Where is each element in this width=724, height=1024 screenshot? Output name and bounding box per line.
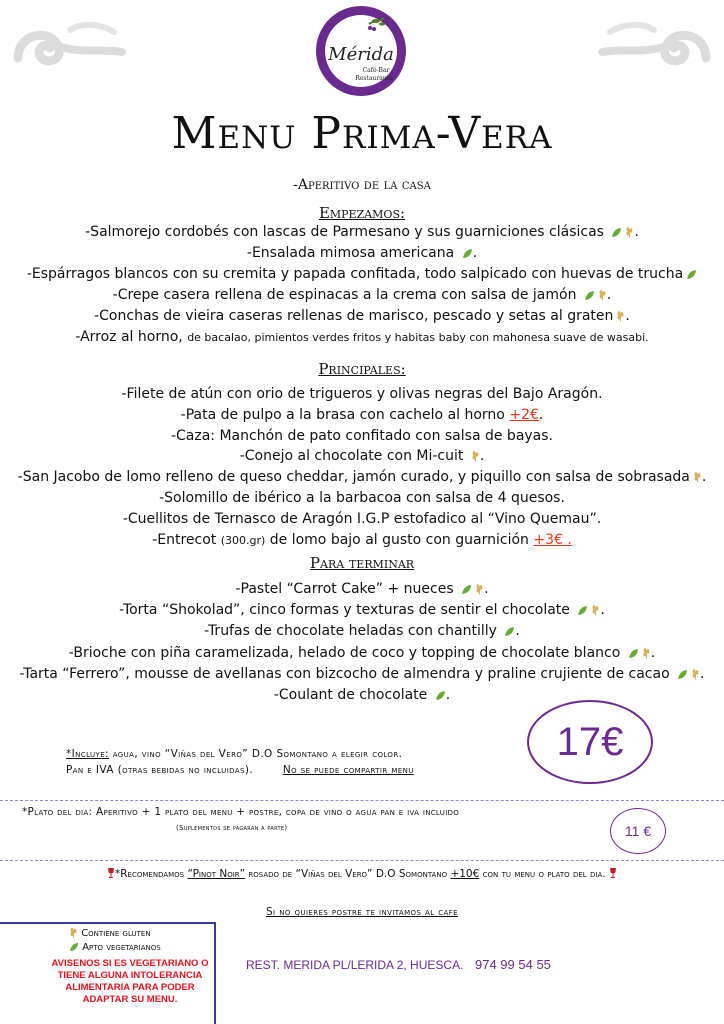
- gluten-icon: [591, 602, 600, 622]
- vegan-leaf-icon: [69, 942, 79, 955]
- menu-item-text: -Solomillo de ibérico a la barbacoa con salsa de 4 quesos.: [159, 490, 565, 506]
- gluten-icon: [642, 645, 651, 665]
- menu-item: [0, 509, 724, 529]
- menu-item-end: .: [445, 687, 451, 703]
- menu-item-text: -Crepe casera rellena de espinacas a la crema con salsa de jamón: [112, 287, 581, 303]
- menu-title: Menu Prima-Vera: [171, 108, 553, 159]
- scroll-ornament-right: [594, 18, 714, 78]
- menu-item-end: .: [701, 469, 707, 486]
- section-principales: Principales:: [318, 360, 406, 378]
- allergy-warning: AVISENOS SI ES VEGETARIANO O TIENE ALGUNA INTOLERANCIA ALIMENTARIA PARA PODER ADAPTAR SU MENU.: [51, 958, 209, 1005]
- legend-gluten: [66, 927, 151, 941]
- menu-item: [0, 405, 724, 425]
- menu-item-text: -Coulant de chocolate: [273, 687, 432, 703]
- recom-post: con tu menu o plato del dia.: [479, 868, 609, 880]
- plato-del-dia: *Plato del dia: Aperitivo + 1 plato del menu + postre, copa de vino o agua pan e iva incluido: [22, 806, 460, 818]
- menu-item: [0, 664, 724, 686]
- section-empezamos: Empezamos:: [318, 204, 406, 222]
- legend-vegan-label: Apto vegetarianos: [82, 942, 161, 953]
- menu-item-end: .: [472, 245, 478, 261]
- menu-item-text: -Pastel “Carrot Cake” + nueces: [235, 581, 459, 597]
- menu-item: [0, 600, 724, 622]
- menu-item-end: .: [625, 308, 630, 324]
- vegan-leaf-icon: [435, 687, 446, 707]
- menu-item: [0, 530, 724, 551]
- menu-item-text: -Tarta “Ferrero”, mousse de avellanas con bizcocho de almendra y praline crujiente de cacao: [19, 665, 675, 682]
- vegan-leaf-icon: [686, 266, 697, 286]
- supplement-price: +3€ .: [533, 531, 572, 548]
- menu-item-detail: de bacalao, pimientos verdes fritos y habitas baby con mahonesa suave de wasabi.: [187, 331, 649, 344]
- vegan-leaf-icon: [584, 287, 595, 307]
- logo-name: Mérida: [328, 44, 394, 65]
- menu-item: [0, 264, 724, 286]
- recom-price: +10€: [450, 868, 480, 880]
- recom-mid: rosado de “Viñas del Vero” D.O Somontano: [245, 868, 451, 880]
- menu-item-text: -Conchas de vieira caseras rellenas de marisco, pescado y setas al graten: [94, 308, 614, 324]
- incluye-text-2: Pan e IVA (otras bebidas no incluidas).: [66, 764, 254, 776]
- gluten-icon: [598, 287, 607, 307]
- divider-bottom: [0, 860, 724, 861]
- menu-item-text: -Entrecot: [152, 531, 221, 548]
- menu-item-text: -Ensalada mimosa americana: [246, 245, 459, 261]
- menu-item-text: -Torta “Shokolad”, cinco formas y texturas de sentir el chocolate: [119, 602, 575, 619]
- sin-postre-note: Si no quieres postre te invitamos al cafe: [265, 906, 458, 918]
- suplementos-note: (Suplementos se pagaran a parte): [176, 824, 288, 832]
- menu-item-text: -Espárragos blancos con su cremita y papada confitada, todo salpicado con huevas de trucha: [26, 266, 684, 282]
- menu-item-text: -Arroz al horno,: [75, 329, 188, 345]
- menu-item: [0, 327, 724, 348]
- menu-item-detail: (300.gr): [220, 533, 266, 547]
- wine-glass-icon: [107, 868, 115, 882]
- supplement-price: +2€: [509, 406, 539, 423]
- menu-item-text: -Conejo al chocolate con Mi-cuit: [239, 448, 468, 465]
- menu-item-text: -San Jacobo de lomo relleno de queso cheddar, jamón curado, y piquillo con salsa de sobrasada: [17, 469, 690, 486]
- divider-top: [0, 800, 724, 801]
- recom-wine: “Pinot Noir”: [187, 868, 246, 880]
- gluten-icon: [471, 448, 480, 468]
- vegan-leaf-icon: [504, 623, 515, 643]
- menu-item: [0, 285, 724, 307]
- section-para-terminar: Para terminar: [309, 554, 415, 572]
- vegan-leaf-icon: [628, 645, 639, 665]
- menu-price-badge: 17€: [527, 700, 653, 784]
- menu-item-text: -Brioche con piña caramelizada, helado de coco y topping de chocolate blanco: [68, 644, 625, 661]
- menu-item: [0, 306, 724, 328]
- menu-item-text: -Cuellitos de Ternasco de Aragón I.G.P estofadico al “Vino Quemau”.: [122, 510, 602, 527]
- menu-item: [0, 243, 724, 265]
- gluten-icon: [69, 927, 78, 941]
- menu-item: [0, 488, 724, 508]
- vegan-leaf-icon: [461, 581, 472, 601]
- gluten-icon: [693, 469, 702, 489]
- incluye-line-2: [66, 762, 414, 778]
- menu-item-end: .: [600, 602, 605, 619]
- menu-item-text: -Salmorejo cordobés con lascas de Parmesano y sus guarniciones clásicas: [85, 224, 609, 240]
- vegan-leaf-icon: [611, 224, 622, 244]
- restaurant-phone: 974 99 54 55: [475, 957, 551, 972]
- restaurant-address: REST. MERIDA PL/LERIDA 2, HUESCA.: [246, 958, 464, 972]
- menu-item: [0, 467, 724, 489]
- plato-price-badge: 11 €: [610, 808, 666, 854]
- logo-cafe-bar: Café-Bar: [362, 67, 390, 74]
- incluye-line-1: [66, 746, 402, 762]
- logo-restaurante: Restaurante: [355, 75, 393, 82]
- recom-pre: *Recomendamos: [115, 868, 188, 880]
- aperitivo-line: -Aperitivo de la casa: [293, 177, 431, 193]
- vegan-leaf-icon: [462, 245, 473, 265]
- menu-item-end: .: [515, 623, 520, 640]
- menu-item: [0, 222, 724, 244]
- menu-item-text-cont: de lomo bajo al gusto con guarnición: [265, 531, 534, 548]
- menu-item-text: -Caza: Manchón de pato confitado con salsa de bayas.: [170, 427, 554, 444]
- legend-gluten-label: Contiene gluten: [81, 928, 151, 939]
- menu-item: [0, 643, 724, 665]
- menu-item: [0, 621, 724, 643]
- menu-item: [0, 384, 724, 404]
- menu-item-text: -Pata de pulpo a la brasa con cachelo al horno: [180, 406, 510, 423]
- legend-vegan: [66, 942, 161, 955]
- menu-item-end: .: [700, 665, 705, 682]
- menu-item-end: .: [634, 224, 639, 240]
- vegan-leaf-icon: [577, 602, 588, 622]
- menu-item-text: -Trufas de chocolate heladas con chantilly: [204, 623, 502, 640]
- recomendamos-line: [0, 868, 724, 882]
- scroll-ornament-left: [10, 18, 130, 78]
- menu-item-end: .: [479, 448, 485, 465]
- incluye-text: agua, vino “Viñas del Vero” D.O Somontano a elegir color.: [108, 748, 403, 760]
- menu-item: [0, 446, 724, 468]
- menu-item-text: -Filete de atún con orio de trigueros y olivas negras del Bajo Aragón.: [121, 386, 603, 402]
- menu-item: [0, 426, 724, 446]
- menu-item-end: .: [484, 581, 489, 597]
- menu-item-end: .: [650, 644, 656, 661]
- menu-item-end: .: [606, 287, 612, 303]
- wine-glass-icon: [609, 868, 617, 882]
- menu-item: [0, 579, 724, 601]
- no-compartir-note: No se puede compartir menu: [282, 764, 414, 776]
- vegan-leaf-icon: [677, 666, 688, 686]
- gluten-icon: [475, 581, 484, 601]
- gluten-icon: [691, 666, 700, 686]
- menu-item-end: .: [538, 406, 544, 423]
- incluye-label: *Incluye:: [66, 748, 109, 760]
- merida-logo: [314, 4, 408, 98]
